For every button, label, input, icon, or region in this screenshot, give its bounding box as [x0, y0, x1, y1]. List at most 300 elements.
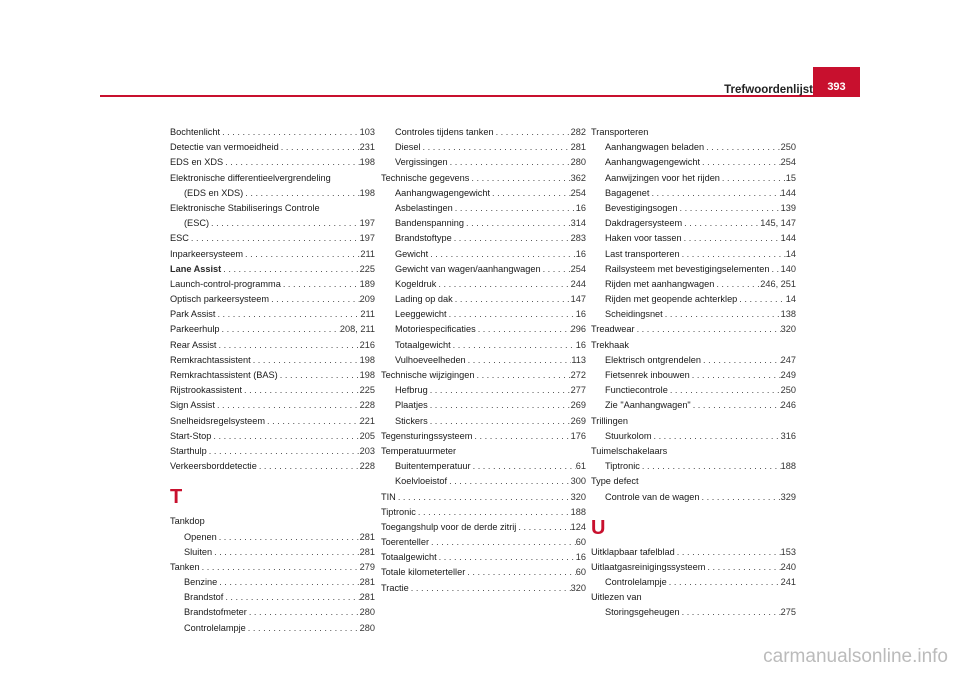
- index-letter-heading: T: [170, 486, 183, 509]
- dot-leader: [678, 201, 781, 216]
- entry-term: Toerenteller: [381, 537, 430, 548]
- entry-term: Scheidingsnet: [605, 309, 663, 320]
- entry-term: Inparkeersysteem: [170, 248, 244, 259]
- dot-leader: [680, 605, 781, 620]
- index-entry: [381, 262, 586, 277]
- entry-term: EDS en XDS: [170, 157, 224, 168]
- index-entry: [591, 247, 796, 262]
- dot-leader: [215, 307, 360, 322]
- entry-page: 176: [570, 430, 586, 441]
- dot-leader: [428, 247, 576, 262]
- entry-page: 254: [570, 187, 586, 198]
- index-entry: [170, 429, 375, 444]
- entry-page: 362: [570, 172, 586, 183]
- dot-leader: [490, 186, 571, 201]
- index-entry: [591, 353, 796, 368]
- dot-leader: [269, 292, 360, 307]
- entry-page: 277: [570, 385, 586, 396]
- index-entry: [591, 575, 796, 590]
- entry-term: Controlelampje: [184, 622, 246, 633]
- dot-leader: [691, 398, 781, 413]
- entry-term: Brandstofmeter: [184, 607, 247, 618]
- dot-leader: [437, 550, 576, 565]
- entry-page: 16: [575, 309, 586, 320]
- entry-term: Parkeerhulp: [170, 324, 220, 335]
- index-entry: [591, 368, 796, 383]
- entry-page: 231: [359, 142, 375, 153]
- dot-leader: [223, 155, 360, 170]
- index-entry: [170, 292, 375, 307]
- dot-leader: [278, 368, 360, 383]
- entry-term: Gewicht: [395, 248, 429, 259]
- index-entry: [381, 414, 586, 429]
- dot-leader: [242, 383, 360, 398]
- dot-leader: [701, 353, 781, 368]
- entry-term: Vulhoeveelheden: [395, 354, 466, 365]
- index-entry: [591, 171, 796, 186]
- dot-leader: [428, 398, 571, 413]
- entry-term: Rijden met geopende achterklep: [605, 294, 738, 305]
- entry-page: 269: [570, 415, 586, 426]
- index-letter-heading: U: [591, 516, 606, 539]
- dot-leader: [541, 262, 571, 277]
- entry-page: 280: [359, 622, 375, 633]
- dot-leader: [279, 140, 360, 155]
- entry-term: Totale kilometerteller: [381, 567, 466, 578]
- index-entry: [170, 560, 375, 575]
- dot-leader: [471, 459, 576, 474]
- entry-term: Elektrisch ontgrendelen: [605, 354, 702, 365]
- entry-term: Last transporteren: [605, 248, 680, 259]
- entry-page: 280: [570, 157, 586, 168]
- entry-page: 225: [359, 385, 375, 396]
- entry-term: Transporteren: [591, 127, 649, 137]
- entry-term: Type defect: [591, 476, 639, 487]
- section-title: Trefwoordenlijst: [724, 84, 813, 96]
- dot-leader: [251, 353, 360, 368]
- entry-page: 211: [360, 248, 375, 259]
- entry-page: 320: [570, 491, 586, 502]
- index-entry: [170, 398, 375, 413]
- entry-term: Openen: [184, 531, 217, 542]
- entry-page: 283: [570, 233, 586, 244]
- entry-term: Bandenspanning: [395, 218, 464, 229]
- entry-term: Aanwijzingen voor het rijden: [605, 172, 720, 183]
- entry-page: 281: [570, 142, 586, 153]
- entry-page: 198: [359, 157, 375, 168]
- entry-page: 250: [780, 142, 796, 153]
- index-entry: [170, 186, 375, 201]
- index-entry: [170, 545, 375, 560]
- entry-page: 254: [780, 157, 796, 168]
- watermark: carmanualsonline.info: [763, 646, 948, 667]
- index-entry: [381, 307, 586, 322]
- entry-page: 103: [359, 127, 375, 137]
- entry-term: Buitentemperatuur: [395, 461, 471, 472]
- entry-term: Rear Assist: [170, 339, 217, 350]
- entry-term: Tiptronic: [605, 461, 640, 472]
- entry-page: 14: [785, 248, 796, 259]
- dot-leader: [675, 545, 781, 560]
- entry-page: 188: [570, 506, 586, 517]
- dot-leader: [448, 155, 571, 170]
- dot-leader: [720, 171, 786, 186]
- entry-term: Koelvloeistof: [395, 476, 448, 487]
- entry-term: Remkrachtassistent: [170, 354, 251, 365]
- entry-term: Tankdop: [170, 516, 205, 527]
- index-entry: [381, 216, 586, 231]
- entry-page: 138: [780, 309, 796, 320]
- dot-leader: [200, 560, 360, 575]
- entry-page: 188: [780, 461, 796, 472]
- entry-page: 139: [780, 202, 796, 213]
- index-entry: [170, 155, 375, 170]
- entry-page: 145, 147: [760, 218, 796, 229]
- entry-page: 16: [575, 339, 586, 350]
- index-entry: [591, 590, 796, 605]
- dot-leader: [651, 429, 780, 444]
- entry-term: Rijden met aanhangwagen: [605, 278, 715, 289]
- dot-leader: [465, 565, 576, 580]
- entry-page: 247: [780, 354, 796, 365]
- entry-term: Haken voor tassen: [605, 233, 682, 244]
- entry-term: Tanken: [170, 561, 200, 572]
- index-entry: [381, 140, 586, 155]
- index-entry: [381, 125, 586, 140]
- entry-page: 189: [359, 278, 375, 289]
- entry-term: Trekhaak: [591, 339, 629, 350]
- index-entry: [170, 459, 375, 474]
- dot-leader: [476, 322, 571, 337]
- dot-leader: [436, 277, 570, 292]
- dot-leader: [243, 186, 359, 201]
- index-entry: [591, 231, 796, 246]
- index-entry: [591, 545, 796, 560]
- entry-term: Bochtenlicht: [170, 127, 221, 137]
- index-entry: [381, 535, 586, 550]
- dot-leader: [705, 560, 780, 575]
- entry-page: 320: [570, 582, 586, 593]
- entry-page: 320: [780, 324, 796, 335]
- dot-leader: [700, 155, 781, 170]
- entry-page: 205: [359, 430, 375, 441]
- entry-page: 60: [575, 537, 586, 548]
- dot-leader: [464, 216, 571, 231]
- entry-term: Trillingen: [591, 415, 628, 426]
- entry-page: 244: [570, 278, 586, 289]
- entry-term: Bevestigingsogen: [605, 202, 678, 213]
- index-entry: [381, 383, 586, 398]
- entry-term: Starthulp: [170, 445, 207, 456]
- dot-leader: [466, 353, 572, 368]
- dot-leader: [265, 414, 360, 429]
- entry-term: Controlelampje: [605, 577, 667, 588]
- index-entry: [381, 474, 586, 489]
- index-entry: [170, 605, 375, 620]
- dot-leader: [428, 383, 571, 398]
- index-entry: [170, 307, 375, 322]
- index-entry: [170, 125, 375, 140]
- entry-term: Railsysteem met bevestigingselementen: [605, 263, 770, 274]
- index-entry: [170, 171, 375, 186]
- entry-term: (ESC): [184, 218, 210, 229]
- entry-term: Vergissingen: [395, 157, 448, 168]
- entry-page: 296: [570, 324, 586, 335]
- entry-page: 16: [575, 202, 586, 213]
- index-entry: [170, 262, 375, 277]
- index-entry: [591, 459, 796, 474]
- entry-page: 250: [780, 385, 796, 396]
- dot-leader: [700, 490, 781, 505]
- index-column-3: [591, 125, 796, 621]
- entry-page: 14: [785, 294, 796, 305]
- index-entry: [170, 140, 375, 155]
- index-entry: [591, 398, 796, 413]
- dot-leader: [447, 474, 571, 489]
- index-entry: [170, 277, 375, 292]
- entry-page: 16: [575, 248, 586, 259]
- entry-term: Zie "Aanhangwagen": [605, 400, 691, 411]
- entry-term: Launch-control-programma: [170, 278, 281, 289]
- entry-page: 275: [780, 607, 796, 618]
- index-entry: [591, 322, 796, 337]
- index-entry: [381, 186, 586, 201]
- dot-leader: [737, 292, 785, 307]
- index-entry: [170, 530, 375, 545]
- entry-page: 198: [359, 187, 375, 198]
- index-entry: [170, 514, 375, 529]
- entry-page: 61: [575, 461, 586, 472]
- dot-leader: [516, 520, 570, 535]
- index-entry: [381, 171, 586, 186]
- entry-page: 282: [570, 127, 586, 137]
- entry-page: 228: [359, 461, 375, 472]
- index-entry: [591, 490, 796, 505]
- entry-term: Bagagenet: [605, 187, 650, 198]
- entry-page: 249: [780, 370, 796, 380]
- entry-page: 198: [359, 370, 375, 380]
- index-entry: [381, 338, 586, 353]
- index-entry: [381, 322, 586, 337]
- index-entry: [170, 322, 375, 337]
- index-entry: [381, 353, 586, 368]
- entry-term: Fietsenrek inbouwen: [605, 370, 690, 380]
- index-entry: [381, 155, 586, 170]
- entry-term: Asbelastingen: [395, 202, 453, 213]
- entry-term: Detectie van vermoeidheid: [170, 142, 279, 153]
- entry-term: Elektronische differentieelvergrendeling: [170, 172, 331, 183]
- entry-term: TIN: [381, 491, 396, 502]
- entry-page: 203: [359, 445, 375, 456]
- dot-leader: [682, 216, 760, 231]
- index-entry: [591, 444, 796, 459]
- dot-leader: [257, 459, 360, 474]
- entry-page: 228: [359, 400, 375, 411]
- entry-term: Uitklapbaar tafelblad: [591, 546, 675, 557]
- page-number-box: [813, 67, 860, 96]
- dot-leader: [453, 201, 576, 216]
- index-entry: [170, 338, 375, 353]
- entry-page: 216: [359, 339, 375, 350]
- entry-term: Motoriespecificaties: [395, 324, 476, 335]
- entry-term: Lading op dak: [395, 294, 453, 305]
- index-entry: [170, 590, 375, 605]
- entry-term: Dakdragersysteem: [605, 218, 683, 229]
- dot-leader: [769, 262, 780, 277]
- index-entry: [170, 216, 375, 231]
- index-entry: [381, 505, 586, 520]
- dot-leader: [217, 530, 360, 545]
- dot-leader: [635, 322, 781, 337]
- entry-term: Temperatuurmeter: [381, 445, 457, 456]
- dot-leader: [209, 216, 360, 231]
- entry-term: Verkeersborddetectie: [170, 461, 257, 472]
- index-entry: [591, 605, 796, 620]
- entry-page: 197: [359, 233, 375, 244]
- index-entry: [381, 368, 586, 383]
- entry-term: Sign Assist: [170, 400, 215, 411]
- entry-page: 246, 251: [760, 278, 796, 289]
- index-entry: [591, 155, 796, 170]
- dot-leader: [667, 575, 781, 590]
- dot-leader: [690, 368, 781, 383]
- dot-leader: [221, 262, 359, 277]
- entry-term: Optisch parkeersysteem: [170, 294, 270, 305]
- dot-leader: [211, 429, 359, 444]
- entry-term: Functiecontrole: [605, 385, 668, 396]
- dot-leader: [207, 444, 360, 459]
- entry-term: Storingsgeheugen: [605, 607, 680, 618]
- entry-page: 240: [780, 561, 796, 572]
- entry-term: Hefbrug: [395, 385, 428, 396]
- entry-page: 316: [780, 430, 796, 441]
- entry-page: 113: [571, 354, 586, 365]
- dot-leader: [189, 231, 360, 246]
- entry-term: Snelheidsregelsysteem: [170, 415, 265, 426]
- entry-page: 211: [360, 309, 375, 320]
- dot-leader: [396, 490, 571, 505]
- dot-leader: [447, 307, 576, 322]
- entry-page: 197: [359, 218, 375, 229]
- entry-term: Plaatjes: [395, 400, 428, 411]
- entry-term: ESC: [170, 233, 189, 244]
- index-entry: [591, 383, 796, 398]
- dot-leader: [281, 277, 360, 292]
- index-entry: [381, 581, 586, 596]
- dot-leader: [668, 383, 781, 398]
- entry-term: Diesel: [395, 142, 421, 153]
- entry-term: Benzine: [184, 577, 218, 588]
- entry-term: Start-Stop: [170, 430, 212, 441]
- entry-page: 140: [780, 263, 796, 274]
- entry-page: 269: [570, 400, 586, 411]
- entry-term: Park Assist: [170, 309, 216, 320]
- entry-term: Tiptronic: [381, 506, 416, 517]
- index-entry: [591, 216, 796, 231]
- entry-term: Remkrachtassistent (BAS): [170, 370, 278, 380]
- index-entry: [381, 201, 586, 216]
- entry-term: Aanhangwagengewicht: [605, 157, 701, 168]
- index-entry: [591, 277, 796, 292]
- dot-leader: [428, 414, 571, 429]
- entry-term: Tegensturingssysteem: [381, 430, 473, 441]
- entry-page: 16: [575, 552, 586, 563]
- entry-page: 300: [570, 476, 586, 487]
- entry-page: 60: [575, 567, 586, 578]
- entry-term: Uitlezen van: [591, 592, 642, 603]
- dot-leader: [246, 621, 360, 636]
- entry-page: 272: [570, 370, 586, 380]
- entry-term: Brandstoftype: [395, 233, 452, 244]
- entry-page: 329: [780, 491, 796, 502]
- dot-leader: [453, 292, 571, 307]
- index-entry: [381, 459, 586, 474]
- index-entry: [170, 621, 375, 636]
- entry-term: Gewicht van wagen/aanhangwagen: [395, 263, 541, 274]
- dot-leader: [494, 125, 571, 140]
- dot-leader: [469, 171, 570, 186]
- index-column-1: [170, 125, 375, 636]
- entry-page: 281: [359, 546, 375, 557]
- entry-term: Controles tijdens tanken: [395, 127, 494, 137]
- dot-leader: [220, 322, 340, 337]
- dot-leader: [223, 590, 359, 605]
- entry-term: Brandstof: [184, 592, 224, 603]
- entry-page: 281: [359, 531, 375, 542]
- dot-leader: [714, 277, 760, 292]
- page-number: 393: [827, 81, 846, 93]
- dot-leader: [243, 247, 360, 262]
- entry-term: Toegangshulp voor de derde zitrij: [381, 521, 517, 532]
- entry-page: 15: [785, 172, 796, 183]
- entry-term: Uitlaatgasreinigingssysteem: [591, 561, 706, 572]
- dot-leader: [247, 605, 360, 620]
- entry-page: 281: [359, 577, 375, 588]
- index-entry: [381, 444, 586, 459]
- entry-page: 124: [570, 521, 586, 532]
- dot-leader: [452, 231, 571, 246]
- dot-leader: [682, 231, 781, 246]
- entry-term: Technische wijzigingen: [381, 370, 475, 380]
- index-entry: [591, 262, 796, 277]
- index-entry: [170, 247, 375, 262]
- index-entry: [170, 383, 375, 398]
- index-entry: [170, 368, 375, 383]
- entry-term: Totaalgewicht: [381, 552, 437, 563]
- dot-leader: [220, 125, 360, 140]
- dot-leader: [640, 459, 781, 474]
- entry-term: Totaalgewicht: [395, 339, 451, 350]
- entry-term: Lane Assist: [170, 263, 222, 274]
- dot-leader: [451, 338, 576, 353]
- index-entry: [170, 414, 375, 429]
- index-entry: [591, 201, 796, 216]
- entry-page: 246: [780, 400, 796, 411]
- entry-page: 225: [359, 263, 375, 274]
- entry-page: 209: [359, 294, 375, 305]
- entry-term: Controle van de wagen: [605, 491, 700, 502]
- dot-leader: [409, 581, 571, 596]
- entry-term: Technische gegevens: [381, 172, 470, 183]
- entry-page: 314: [570, 218, 586, 229]
- entry-page: 241: [780, 577, 796, 588]
- entry-term: Stuurkolom: [605, 430, 652, 441]
- entry-page: 153: [780, 546, 796, 557]
- index-entry: [170, 444, 375, 459]
- dot-leader: [649, 186, 780, 201]
- index-entry: [591, 307, 796, 322]
- index-entry: [381, 429, 586, 444]
